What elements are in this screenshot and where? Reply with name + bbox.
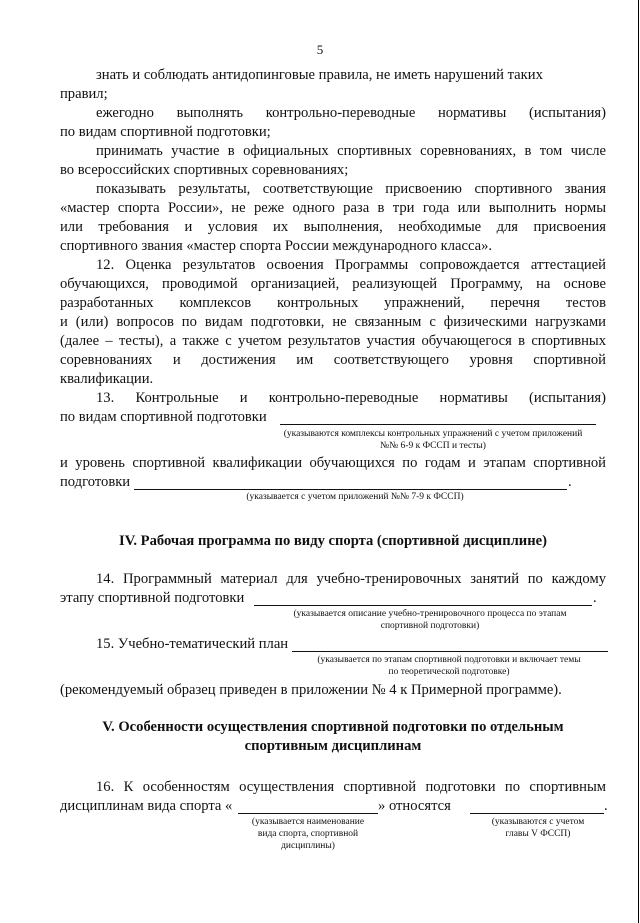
line: знать и соблюдать антидопинговые правила, не иметь нарушений таких [96, 67, 543, 83]
blank-line [254, 605, 592, 606]
note: (указывается наименование [251, 817, 365, 827]
note: дисциплины) [281, 841, 335, 851]
section-heading-iv: IV. Рабочая программа по виду спорта (спортивной дисциплине) [119, 533, 547, 549]
note: (указывается с учетом приложений №№ 7-9 к ФССП) [246, 492, 464, 502]
line: соревнованиях и достижения им соответствующего уровня спортивной [60, 352, 606, 368]
line: обучающихся, проводимой организацией, реализующей Программу, на основе [60, 276, 606, 292]
period: . [593, 590, 597, 606]
note: (указываются комплексы контрольных упражнений с учетом приложений [283, 429, 583, 439]
line: во всероссийских спортивных соревнованиях; [60, 162, 349, 178]
line: (рекомендуемый образец приведен в приложении № 4 к Примерной программе). [60, 682, 562, 698]
line: 14. Программный материал для учебно-тренировочных занятий по каждому [96, 571, 606, 587]
note: (указываются с учетом [491, 817, 585, 827]
note: (указывается описание учебно-тренировочного процесса по этапам [293, 609, 567, 619]
line: 12. Оценка результатов освоения Программы сопровождается аттестацией [96, 257, 606, 273]
line: 16. К особенностям осуществления спортивной подготовки по спортивным [96, 779, 606, 795]
blank-line [292, 651, 608, 652]
blank-line [238, 813, 378, 814]
page-number: 5 [316, 42, 324, 57]
line: разработанных комплексов контрольных упражнений, перечня тестов [60, 295, 606, 311]
line: подготовки [60, 474, 131, 490]
line: ежегодно выполнять контрольно-переводные нормативы (испытания) [96, 105, 606, 121]
note: вида спорта, спортивной [257, 829, 359, 839]
note: (указывается по этапам спортивной подготовки и включает темы [317, 655, 581, 665]
line: дисциплинам вида спорта « [60, 798, 233, 814]
line: показывать результаты, соответствующие присвоению спортивного звания [96, 181, 606, 197]
note: спортивной подготовки) [380, 621, 480, 631]
page-edge [638, 0, 639, 923]
note: главы V ФССП) [505, 829, 571, 839]
line: квалификации. [60, 371, 154, 387]
line: этапу спортивной подготовки [60, 590, 245, 606]
blank-line [134, 489, 567, 490]
section-heading-v-cont: спортивным дисциплинам [244, 738, 422, 754]
period: . [568, 474, 572, 490]
section-heading-v: V. Особенности осуществления спортивной подготовки по отдельным [102, 719, 564, 735]
blank-line [470, 813, 604, 814]
line: по видам спортивной подготовки [60, 409, 267, 425]
line: (далее – тесты), а также с учетом результатов участия обучающегося в спортивных [60, 333, 606, 349]
note: №№ 6-9 к ФССП и тесты) [380, 441, 486, 451]
line: » относятся [378, 798, 451, 814]
line: 15. Учебно-тематический план [96, 636, 289, 652]
line: по видам спортивной подготовки; [60, 124, 271, 140]
line: правил; [60, 86, 108, 102]
note: по теоретической подготовке) [388, 667, 510, 677]
blank-line [280, 424, 596, 425]
line: 13. Контрольные и контрольно-переводные нормативы (испытания) [96, 390, 606, 406]
line: «мастер спорта России», не реже одного раза в три года или выполнить нормы [60, 200, 606, 216]
line: и уровень спортивной квалификации обучающихся по годам и этапам спортивной [60, 455, 606, 471]
line: принимать участие в официальных спортивных соревнованиях, в том числе [96, 143, 606, 159]
line: или требования и условия их выполнения, необходимые для присвоения [60, 219, 606, 235]
line: и (или) вопросов по видам подготовки, не связанным с физическими нагрузками [60, 314, 606, 330]
line: спортивного звания «мастер спорта России международного класса». [60, 238, 493, 254]
period: . [604, 798, 608, 814]
